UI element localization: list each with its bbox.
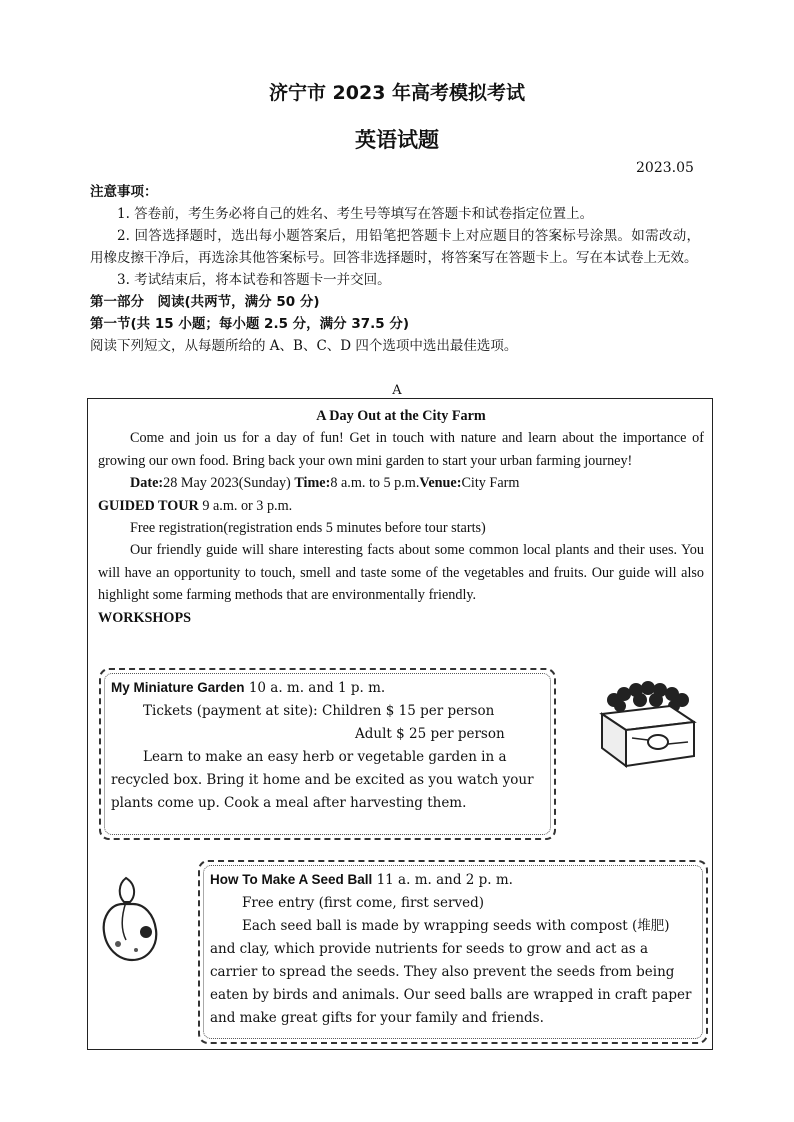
note-item-2: 2. 回答选择题时，选出每小题答案后，用铅笔把答题卡上对应题目的答案标号涂黑。如需改动，用橡皮擦干净后，再选涂其他答案标号。回答非选择题时，将答案写在答题卡上。写在本试卷上无效。: [90, 228, 700, 266]
workshop1-title: My Miniature Garden: [111, 680, 245, 695]
date-label: Date:: [130, 475, 164, 492]
event-details: [98, 472, 704, 494]
workshops-heading: WORKSHOPS: [98, 609, 192, 626]
passage-intro: Come and join us for a day of fun! Get in touch with nature and learn about the importance of growing our own food. Bring back your own mini garden to start your urban farming journey!: [98, 430, 704, 469]
workshop2-title: How To Make A Seed Ball: [210, 872, 373, 887]
time-value: 8 a.m. to 5 p.m.: [330, 475, 420, 492]
section-instruction: 阅读下列短文，从每题所给的 A、B、C、D 四个选项中选出最佳选项。: [90, 338, 518, 354]
passage-title: A Day Out at the City Farm: [316, 408, 486, 424]
workshop1-tickets: Tickets (payment at site): Children $ 15 per person: [143, 703, 495, 719]
workshop1-adult: Adult $ 25 per person: [355, 726, 505, 742]
note-item-3: 3. 考试结束后，将本试卷和答题卡一并交回。: [117, 272, 391, 288]
exam-date: 2023.05: [636, 160, 694, 176]
workshop2-body: Each seed ball is made by wrapping seeds with compost (堆肥) and clay, which provide nutrients for seeds to grow and act as a carrier to spread the seeds. They also prevent the seeds from being eaten by birds and animals. Our seed balls are wrapped in craft paper and make great gifts for your family and friends.: [210, 918, 692, 1026]
workshop1-time: 10 a. m. and 1 p. m.: [244, 680, 386, 696]
notes-heading: 注意事项：: [90, 184, 158, 200]
exam-title: 济宁市 2023 年高考模拟考试: [268, 82, 526, 104]
subject-title: 英语试题: [355, 128, 439, 152]
tour-time: 9 a.m. or 3 p.m.: [198, 497, 293, 514]
time-label: Time:: [294, 475, 331, 492]
venue-label: Venue:: [419, 475, 462, 492]
planter-box-icon: [596, 676, 700, 772]
tour-heading: GUIDED TOUR: [98, 497, 199, 514]
tour-line: [98, 495, 704, 517]
workshop-miniature-garden: [99, 668, 556, 840]
tour-body: Our friendly guide will share interesting facts about some common local plants and their uses. You will have an opportunity to touch, smell and taste some of the vegetables and fruits. Our guide will also highlight some farming methods that are environmentally friendly.: [98, 542, 704, 604]
workshop-seed-ball: [198, 860, 708, 1044]
date-value: 28 May 2023(Sunday): [163, 475, 295, 492]
notes-section: [90, 181, 700, 357]
tour-registration: Free registration(registration ends 5 minutes before tour starts): [130, 520, 486, 537]
seed-ball-icon: [96, 874, 164, 966]
workshop2-entry: Free entry (first come, first served): [242, 895, 484, 911]
passage-letter: A: [392, 383, 402, 398]
venue-value: City Farm: [461, 475, 520, 492]
workshop2-header: [210, 868, 696, 892]
workshop1-body: Learn to make an easy herb or vegetable garden in a recycled box. Bring it home and be excited as you watch your plants come up. Cook a meal after harvesting them.: [111, 749, 534, 811]
workshop2-time: 11 a. m. and 2 p. m.: [372, 872, 513, 888]
part-heading: 第一部分 阅读(共两节，满分 50 分): [90, 294, 320, 310]
note-item-1: 1. 答卷前，考生务必将自己的姓名、考生号等填写在答题卡和试卷指定位置上。: [117, 206, 594, 222]
section-heading: 第一节(共 15 小题；每小题 2.5 分，满分 37.5 分): [90, 316, 410, 332]
workshop1-header: [111, 676, 544, 700]
